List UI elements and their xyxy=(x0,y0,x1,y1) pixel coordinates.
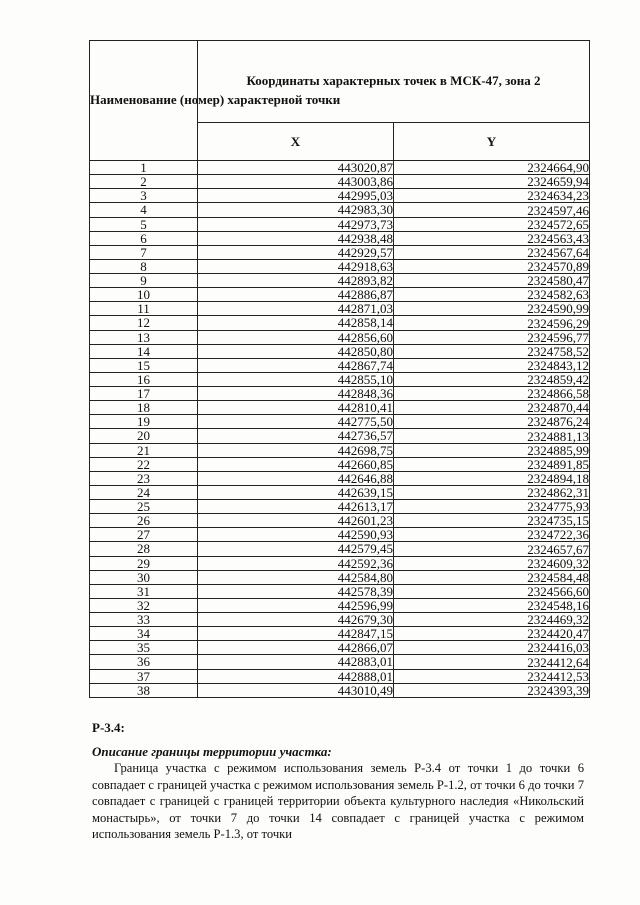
table-row xyxy=(90,655,590,669)
table-row xyxy=(90,514,590,528)
x-coordinate-cell: 442866,07 xyxy=(198,641,394,655)
table-row xyxy=(90,217,590,231)
x-coordinate-cell: 442584,80 xyxy=(198,570,394,584)
table-row xyxy=(90,372,590,386)
x-coordinate-cell: 442601,23 xyxy=(198,514,394,528)
y-coordinate-cell: 2324420,47 xyxy=(394,627,590,641)
y-coordinate-cell: 2324859,42 xyxy=(394,372,590,386)
table-row xyxy=(90,669,590,683)
table-row xyxy=(90,316,590,330)
point-number-cell: 16 xyxy=(90,372,198,386)
point-number-cell: 15 xyxy=(90,358,198,372)
table-row xyxy=(90,598,590,612)
table-row xyxy=(90,330,590,344)
section-body: Граница участка с режимом использования земель Р-3.4 от точки 1 до точки 6 совпадает с границей участка с режимом использования земель Р-1.2, от точки 6 до точки 7 совпадает с границей с границей территории объекта культурного наследия «Никольский монастырь», от точки 7 до точки 14 совпадает с границей участка с режимом использования земель Р-1.3, от точки xyxy=(92,761,584,841)
x-coordinate-cell: 442858,14 xyxy=(198,316,394,330)
x-coordinate-cell: 442856,60 xyxy=(198,330,394,344)
point-number-cell: 25 xyxy=(90,500,198,514)
table-row xyxy=(90,471,590,485)
table-row xyxy=(90,231,590,245)
x-coordinate-cell: 442775,50 xyxy=(198,415,394,429)
point-number-cell: 31 xyxy=(90,584,198,598)
table-row xyxy=(90,344,590,358)
table-row xyxy=(90,401,590,415)
point-number-cell: 11 xyxy=(90,302,198,316)
y-coordinate-cell: 2324469,32 xyxy=(394,613,590,627)
x-coordinate-cell: 442736,57 xyxy=(198,429,394,443)
point-number-cell: 13 xyxy=(90,330,198,344)
table-row xyxy=(90,358,590,372)
point-number-cell: 36 xyxy=(90,655,198,669)
y-coordinate-cell: 2324596,29 xyxy=(394,316,590,330)
y-coordinate-cell: 2324548,16 xyxy=(394,598,590,612)
table-row xyxy=(90,288,590,302)
header-coordinates: Координаты характерных точек в МСК-47, зона 2 xyxy=(198,41,590,123)
y-coordinate-cell: 2324758,52 xyxy=(394,344,590,358)
table-row xyxy=(90,161,590,175)
point-number-cell: 28 xyxy=(90,542,198,556)
point-number-cell: 24 xyxy=(90,485,198,499)
point-number-cell: 34 xyxy=(90,627,198,641)
point-number-cell: 23 xyxy=(90,471,198,485)
section-heading: Р-3.4: xyxy=(92,720,125,735)
y-coordinate-cell: 2324881,13 xyxy=(394,429,590,443)
x-coordinate-cell: 442698,75 xyxy=(198,443,394,457)
header-point-name: Наименование (номер) характерной точки xyxy=(90,41,198,161)
point-number-cell: 1 xyxy=(90,161,198,175)
point-number-cell: 9 xyxy=(90,274,198,288)
table-row xyxy=(90,570,590,584)
y-coordinate-cell: 2324609,32 xyxy=(394,556,590,570)
y-coordinate-cell: 2324664,90 xyxy=(394,161,590,175)
table-row xyxy=(90,302,590,316)
point-number-cell: 19 xyxy=(90,415,198,429)
table-row xyxy=(90,528,590,542)
y-coordinate-cell: 2324596,77 xyxy=(394,330,590,344)
y-coordinate-cell: 2324891,85 xyxy=(394,457,590,471)
point-number-cell: 29 xyxy=(90,556,198,570)
point-number-cell: 33 xyxy=(90,613,198,627)
point-number-cell: 12 xyxy=(90,316,198,330)
point-number-cell: 5 xyxy=(90,217,198,231)
y-coordinate-cell: 2324393,39 xyxy=(394,683,590,697)
y-coordinate-cell: 2324572,65 xyxy=(394,217,590,231)
table-row xyxy=(90,485,590,499)
y-coordinate-cell: 2324580,47 xyxy=(394,274,590,288)
x-coordinate-cell: 442810,41 xyxy=(198,401,394,415)
x-coordinate-cell: 442929,57 xyxy=(198,245,394,259)
table-body xyxy=(90,161,590,698)
table-row xyxy=(90,387,590,401)
x-coordinate-cell: 442660,85 xyxy=(198,457,394,471)
point-number-cell: 20 xyxy=(90,429,198,443)
x-coordinate-cell: 442983,30 xyxy=(198,203,394,217)
point-number-cell: 30 xyxy=(90,570,198,584)
y-coordinate-cell: 2324735,15 xyxy=(394,514,590,528)
point-number-cell: 26 xyxy=(90,514,198,528)
y-coordinate-cell: 2324894,18 xyxy=(394,471,590,485)
x-coordinate-cell: 442639,15 xyxy=(198,485,394,499)
table-row xyxy=(90,641,590,655)
table-row xyxy=(90,584,590,598)
table-row xyxy=(90,415,590,429)
y-coordinate-cell: 2324866,58 xyxy=(394,387,590,401)
table-row xyxy=(90,683,590,697)
x-coordinate-cell: 442888,01 xyxy=(198,669,394,683)
x-coordinate-cell: 442579,45 xyxy=(198,542,394,556)
point-number-cell: 7 xyxy=(90,245,198,259)
table-row xyxy=(90,189,590,203)
y-coordinate-cell: 2324634,23 xyxy=(394,189,590,203)
point-number-cell: 3 xyxy=(90,189,198,203)
point-number-cell: 4 xyxy=(90,203,198,217)
table-row xyxy=(90,259,590,273)
x-coordinate-cell: 442886,87 xyxy=(198,288,394,302)
y-coordinate-cell: 2324843,12 xyxy=(394,358,590,372)
x-coordinate-cell: 442867,74 xyxy=(198,358,394,372)
x-coordinate-cell: 442646,88 xyxy=(198,471,394,485)
y-coordinate-cell: 2324597,46 xyxy=(394,203,590,217)
y-coordinate-cell: 2324657,67 xyxy=(394,542,590,556)
x-coordinate-cell: 442855,10 xyxy=(198,372,394,386)
x-coordinate-cell: 442596,99 xyxy=(198,598,394,612)
table-row xyxy=(90,500,590,514)
table-row xyxy=(90,627,590,641)
y-coordinate-cell: 2324885,99 xyxy=(394,443,590,457)
x-coordinate-cell: 442973,73 xyxy=(198,217,394,231)
y-coordinate-cell: 2324412,64 xyxy=(394,655,590,669)
x-coordinate-cell: 442679,30 xyxy=(198,613,394,627)
table-row xyxy=(90,556,590,570)
section-subheading: Описание границы территории участка: xyxy=(92,744,332,759)
y-coordinate-cell: 2324570,89 xyxy=(394,259,590,273)
x-coordinate-cell: 442850,80 xyxy=(198,344,394,358)
point-number-cell: 21 xyxy=(90,443,198,457)
y-coordinate-cell: 2324862,31 xyxy=(394,485,590,499)
x-coordinate-cell: 442918,63 xyxy=(198,259,394,273)
table-row xyxy=(90,175,590,189)
coordinates-table xyxy=(89,40,590,698)
table-row xyxy=(90,542,590,556)
table-row xyxy=(90,245,590,259)
y-coordinate-cell: 2324659,94 xyxy=(394,175,590,189)
x-coordinate-cell: 442871,03 xyxy=(198,302,394,316)
point-number-cell: 22 xyxy=(90,457,198,471)
point-number-cell: 8 xyxy=(90,259,198,273)
x-coordinate-cell: 442592,36 xyxy=(198,556,394,570)
x-coordinate-cell: 443003,86 xyxy=(198,175,394,189)
header-x: X xyxy=(198,122,394,160)
y-coordinate-cell: 2324870,44 xyxy=(394,401,590,415)
header-y: Y xyxy=(394,122,590,160)
y-coordinate-cell: 2324584,48 xyxy=(394,570,590,584)
x-coordinate-cell: 442578,39 xyxy=(198,584,394,598)
point-number-cell: 37 xyxy=(90,669,198,683)
y-coordinate-cell: 2324775,93 xyxy=(394,500,590,514)
point-number-cell: 38 xyxy=(90,683,198,697)
point-number-cell: 35 xyxy=(90,641,198,655)
y-coordinate-cell: 2324566,60 xyxy=(394,584,590,598)
x-coordinate-cell: 442848,36 xyxy=(198,387,394,401)
y-coordinate-cell: 2324722,36 xyxy=(394,528,590,542)
x-coordinate-cell: 442883,01 xyxy=(198,655,394,669)
point-number-cell: 2 xyxy=(90,175,198,189)
point-number-cell: 27 xyxy=(90,528,198,542)
y-coordinate-cell: 2324567,64 xyxy=(394,245,590,259)
point-number-cell: 10 xyxy=(90,288,198,302)
x-coordinate-cell: 442938,48 xyxy=(198,231,394,245)
x-coordinate-cell: 442590,93 xyxy=(198,528,394,542)
y-coordinate-cell: 2324590,99 xyxy=(394,302,590,316)
x-coordinate-cell: 442995,03 xyxy=(198,189,394,203)
table-row xyxy=(90,429,590,443)
y-coordinate-cell: 2324563,43 xyxy=(394,231,590,245)
point-number-cell: 32 xyxy=(90,598,198,612)
point-number-cell: 6 xyxy=(90,231,198,245)
point-number-cell: 14 xyxy=(90,344,198,358)
y-coordinate-cell: 2324412,53 xyxy=(394,669,590,683)
x-coordinate-cell: 443020,87 xyxy=(198,161,394,175)
point-number-cell: 17 xyxy=(90,387,198,401)
table-row xyxy=(90,613,590,627)
table-row xyxy=(90,457,590,471)
point-number-cell: 18 xyxy=(90,401,198,415)
y-coordinate-cell: 2324876,24 xyxy=(394,415,590,429)
x-coordinate-cell: 442613,17 xyxy=(198,500,394,514)
x-coordinate-cell: 442847,15 xyxy=(198,627,394,641)
y-coordinate-cell: 2324416,03 xyxy=(394,641,590,655)
x-coordinate-cell: 442893,82 xyxy=(198,274,394,288)
table-row xyxy=(90,274,590,288)
table-row xyxy=(90,203,590,217)
y-coordinate-cell: 2324582,63 xyxy=(394,288,590,302)
x-coordinate-cell: 443010,49 xyxy=(198,683,394,697)
table-row xyxy=(90,443,590,457)
